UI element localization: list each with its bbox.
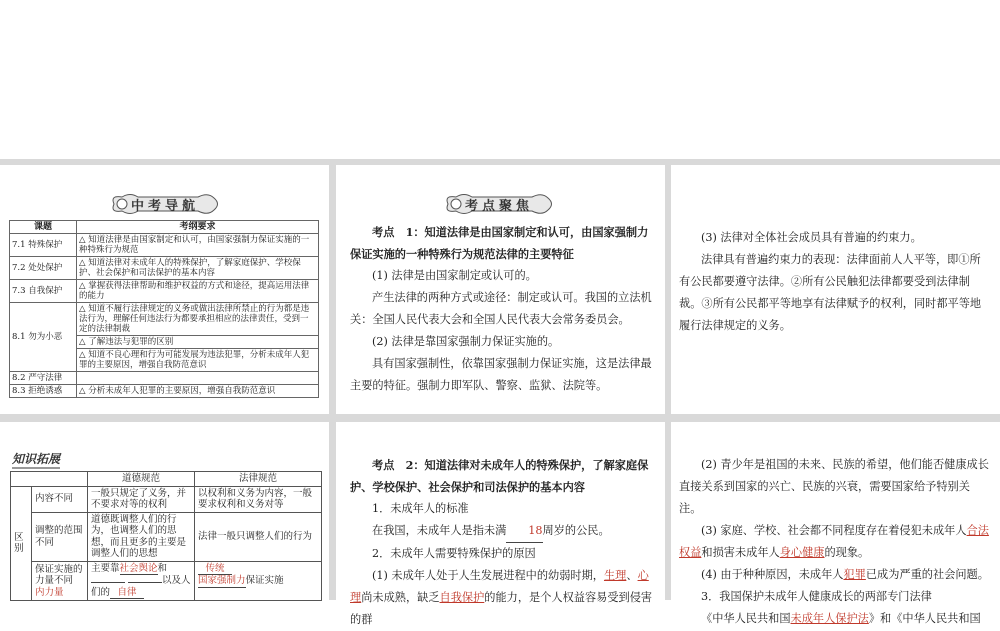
col-law: 法律规范 bbox=[195, 472, 322, 487]
paragraph: (2) 法律是靠国家强制力保证实施的。 bbox=[372, 335, 560, 348]
law-cell: 以权利和义务为内容，一般要求权利和义务对等 bbox=[195, 486, 322, 512]
table-row bbox=[10, 303, 319, 336]
table-row bbox=[10, 280, 319, 303]
paragraph: (1) 未成年人处于人生发展进程中的幼弱时期，生理、心理尚未成熟，缺乏自我保护的能力，是个人权益容易受到侵害的群 bbox=[350, 569, 653, 626]
moral-law-table bbox=[10, 471, 322, 601]
topic-cell: 7.1 特殊保护 bbox=[10, 234, 77, 257]
answer-blank: 自律 bbox=[110, 587, 144, 600]
answer-blank: 身心健康 bbox=[779, 546, 825, 559]
paragraph: (1) 法律是由国家制定或认可的。 bbox=[372, 269, 537, 282]
paragraph: 《中华人民共和国未成年人保护法》和《中华人民共和国 bbox=[701, 612, 981, 625]
requirement-cell: △ 分析未成年人犯罪的主要原因，增强自我防范意识 bbox=[77, 385, 319, 398]
paragraph: (2) 青少年是祖国的未来、民族的希望，他们能否健康成长直接关系到国家的兴亡、民族的兴衰，需要国家给予特别关注。 bbox=[679, 458, 989, 515]
table-row bbox=[10, 257, 319, 280]
divider-v1 bbox=[329, 165, 336, 600]
requirement-cell: △ 知道法律对未成年人的特殊保护，了解家庭保护、学校保护、社会保护和司法保护的基本内容 bbox=[77, 257, 319, 280]
panel-key-points-1 bbox=[336, 165, 665, 414]
panel-exam-guide bbox=[0, 165, 329, 414]
exam-guide-title: 中考导航 bbox=[130, 198, 199, 214]
requirement-cell: △ 知道法律是由国家制定和认可，由国家强制力保证实施的一种特殊行为规范 bbox=[77, 234, 319, 257]
moral-cell: 道德既调整人们的行为，也调整人们的思想，而且更多的主要是调整人们的思想 bbox=[88, 512, 195, 561]
answer-blank: 自我保护 bbox=[439, 591, 485, 604]
requirement-cell: △ 了解违法与犯罪的区别 bbox=[77, 336, 319, 349]
requirement-cell: △ 知道不良心理和行为可能发展为违法犯罪，分析未成年人犯罪的主要原因，增强自我防范意识 bbox=[77, 349, 319, 372]
syllabus-table bbox=[9, 220, 319, 398]
answer-blank: 心理 bbox=[350, 569, 649, 604]
paragraph: 产生法律的两种方式或途径：制定或认可。我国的立法机关：全国人民代表大会和全国人民代表大会常务委员会。 bbox=[350, 291, 652, 326]
law-cell: 法律一般只调整人们的行为 bbox=[195, 512, 322, 561]
topic-cell: 8.3 拒绝诱惑 bbox=[10, 385, 77, 398]
table-row bbox=[10, 234, 319, 257]
topic-cell: 7.3 自我保护 bbox=[10, 280, 77, 303]
answer-blank bbox=[91, 582, 125, 583]
panel-key-points-2-cont bbox=[671, 422, 1000, 625]
row-label: 内容不同 bbox=[32, 486, 88, 512]
key-point-1-heading: 考点 1：知道法律是由国家制定和认可，由国家强制力保证实施的一种特殊行为规范法律的主要特征 bbox=[350, 225, 649, 261]
col-topic: 课题 bbox=[10, 221, 77, 234]
answer-inner-force: 内力量 bbox=[35, 586, 64, 598]
key-points-banner bbox=[442, 191, 556, 217]
table-row bbox=[11, 486, 322, 512]
section-heading: 2．未成年人需要特殊保护的原因 bbox=[372, 547, 536, 560]
requirement-cell: △ 掌握获得法律帮助和维护权益的方式和途径，提高运用法律的能力 bbox=[77, 280, 319, 303]
panel-key-points-cont bbox=[671, 165, 1000, 414]
answer-blank: 犯罪 bbox=[843, 568, 866, 581]
middle-band bbox=[0, 414, 1000, 422]
knowledge-extension-logo: 知识拓展 bbox=[12, 450, 60, 469]
moral-cell: 主要靠社会舆论和 以及人们的 自律 bbox=[88, 561, 195, 601]
answer-blank: 国家强制力 bbox=[198, 575, 246, 586]
topic-cell: 7.2 处处保护 bbox=[10, 257, 77, 280]
paragraph: (3) 家庭、学校、社会都不同程度存在着侵犯未成年人合法权益和损害未成年人身心健康的现象。 bbox=[679, 524, 989, 559]
section-heading: 1．未成年人的标准 bbox=[372, 502, 469, 515]
panel-key-points-2 bbox=[336, 422, 665, 626]
col-requirement: 考纲要求 bbox=[77, 221, 319, 234]
diff-label: 区别 bbox=[11, 486, 32, 601]
requirement-cell bbox=[77, 372, 319, 385]
topic-cell: 8.2 严守法律 bbox=[10, 372, 77, 385]
key-point-2-heading: 考点 2：知道法律对未成年人的特殊保护，了解家庭保护、学校保护、社会保护和司法保护的基本内容 bbox=[350, 458, 649, 494]
row-label: 保证实施的力量不同 内力量 bbox=[32, 561, 88, 601]
paragraph: 法律具有普遍约束力的表现：法律面前人人平等，即①所有公民都要遵守法律。②所有公民触犯法律都要受到法律制裁。③所有公民都平等地享有法律赋予的权利，同时都平等地履行法律规定的义务。 bbox=[679, 253, 982, 332]
key-points-title: 考点聚焦 bbox=[464, 198, 533, 214]
answer-blank: 生理 bbox=[603, 569, 627, 582]
law-cell: 传统 国家强制力保证实施 bbox=[195, 561, 322, 601]
moral-cell: 一般只规定了义务，并不要求对等的权利 bbox=[88, 486, 195, 512]
requirement-cell: △ 知道不履行法律规定的义务或做出法律所禁止的行为都是违法行为，理解任何违法行为都要承担相应的法律责任，受到一定的法律制裁 bbox=[77, 303, 319, 336]
answer-blank: 传统 bbox=[198, 563, 232, 576]
paragraph: (4) 由于种种原因，未成年人犯罪已成为严重的社会问题。 bbox=[701, 568, 989, 581]
col-moral: 道德规范 bbox=[88, 472, 195, 487]
paragraph: (3) 法律对全体社会成员具有普遍的约束力。 bbox=[701, 231, 922, 244]
answer-blank: 合法权益 bbox=[679, 524, 989, 559]
answer-blank: 社会舆论 bbox=[119, 562, 158, 574]
answer-blank: 未成年人保护法 bbox=[790, 612, 869, 625]
table-row bbox=[11, 561, 322, 601]
table-row bbox=[11, 512, 322, 561]
paragraph: 在我国，未成年人是指未满 18周岁的公民。 bbox=[350, 520, 656, 543]
answer-blank: 18 bbox=[506, 520, 542, 543]
table-row bbox=[10, 385, 319, 398]
section-heading: 3．我国保护未成年人健康成长的两部专门法律 bbox=[701, 590, 932, 603]
exam-guide-banner bbox=[108, 191, 222, 217]
panel-knowledge-extension bbox=[0, 422, 329, 600]
table-row bbox=[10, 372, 319, 385]
topic-cell: 8.1 勿为小恶 bbox=[10, 303, 77, 372]
answer-blank bbox=[128, 582, 162, 583]
paragraph: 具有国家强制性，依靠国家强制力保证实施，这是法律最主要的特征。强制力即军队、警察、监狱、法院等。 bbox=[350, 357, 652, 392]
row-label: 调整的范围不同 bbox=[32, 512, 88, 561]
